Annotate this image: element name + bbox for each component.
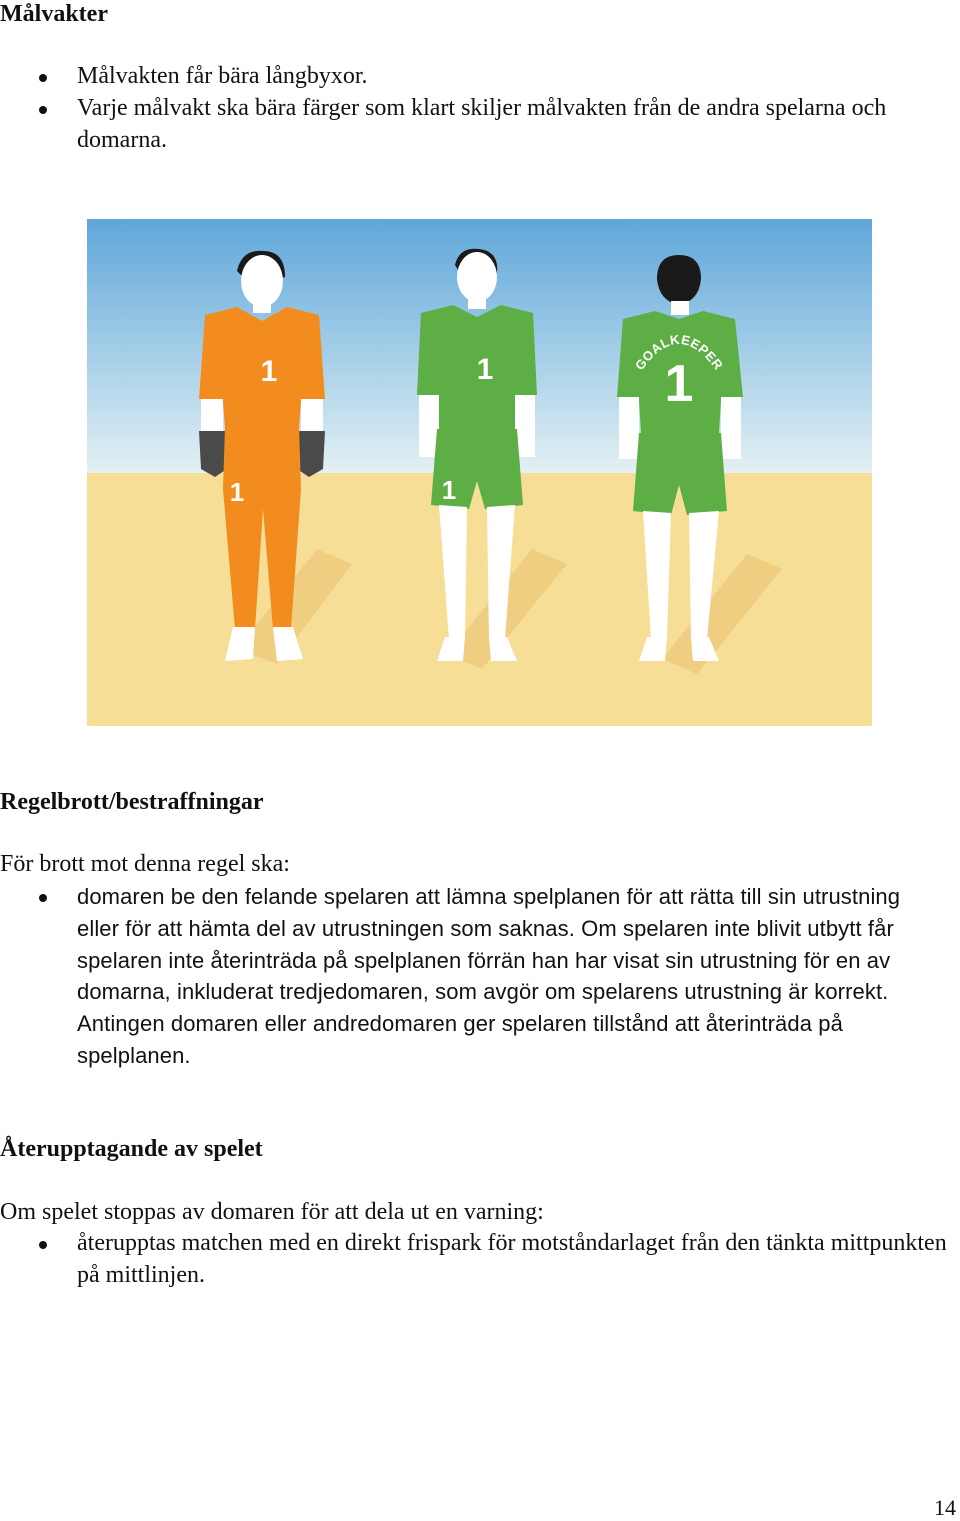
list-item-text: domaren be den felande spelaren att lämna spelplanen för att rätta till sin utrustning eller för att hämta del av utrustningen som saknas. Om spelaren inte blivit utbytt får spelaren inte återinträda på spelplanen förrän han har visat sin utrustning för en av domarna, inkluderat tredjedomaren, som avgör om spelarens utrustning är korrekt. Antingen domaren eller andredomaren ger spelaren tillstånd att återinträda på spelplanen. [77,884,901,1068]
bullet-icon [39,74,47,82]
neck [671,301,689,315]
bullet-icon [39,894,47,902]
trousers-number: 1 [229,477,245,507]
right-arm [721,397,741,459]
neck [253,299,271,313]
section-title-restart: Återupptagande av spelet [0,1136,263,1162]
section-title-goalkeepers: Målvakter [0,1,108,27]
left-arm [619,397,639,459]
right-glove [297,431,325,477]
restart-rules-list [0,1228,948,1292]
shorts-number: 1 [441,475,457,505]
bullet-icon [39,1241,47,1249]
list-item [0,61,948,93]
list-item-text: Varje målvakt ska bära färger som klart skiljer målvakten från de andra spelarna och domarna. [77,94,887,153]
shirt-number: 1 [664,355,694,413]
left-arm [201,399,223,435]
section-title-infringements: Regelbrott/bestraffningar [0,789,264,815]
section-intro-infringements: För brott mot denna regel ska: [0,851,290,877]
list-item-text: återupptas matchen med en direkt frispark för motståndarlaget från den tänkta mittpunkten på mittlinjen. [77,1230,947,1288]
list-item [0,93,948,157]
list-item [0,1228,948,1292]
bullet-icon [39,106,47,114]
shirt-number: 1 [260,355,278,388]
infringement-sanctions-list [0,881,948,1072]
list-item-text: Målvakten får bära långbyxor. [77,63,368,89]
goalkeeper-kit-illustration [87,219,872,726]
section-intro-restart: Om spelet stoppas av domaren för att dela ut en varning: [0,1199,544,1225]
neck [468,295,486,309]
shirt-number: 1 [476,353,494,386]
page-number: 14 [934,1495,956,1520]
goalkeeper-rules-list [0,61,948,156]
right-arm [301,399,323,435]
left-glove [199,431,227,477]
head [457,252,497,302]
goalkeeper-shirt-text: GOALKEEPER [631,331,727,373]
list-item [0,881,948,1072]
